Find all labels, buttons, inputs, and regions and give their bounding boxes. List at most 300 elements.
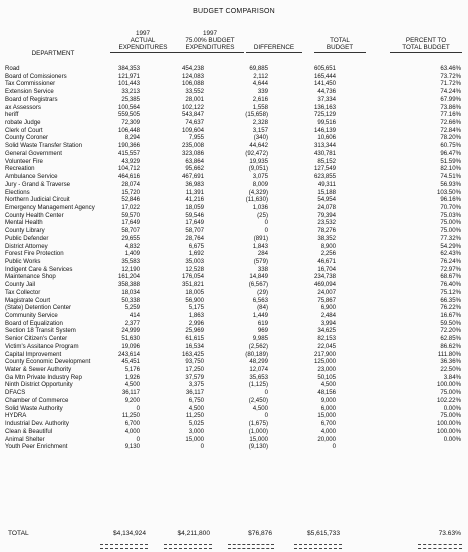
actual-value: 4,832 <box>124 242 140 250</box>
dept-name: Ga Mtn Private Industry Rep <box>5 373 82 381</box>
percent-value: 76.24% <box>440 257 461 265</box>
difference-value: (891) <box>253 234 268 242</box>
difference-value: 6,563 <box>252 296 268 304</box>
difference-value: 2,328 <box>252 119 268 127</box>
actual-value: 414 <box>129 312 140 319</box>
double-underline <box>228 544 274 549</box>
actual-value: 17,649 <box>121 219 140 227</box>
table-row <box>0 150 468 158</box>
difference-value: (2,562) <box>248 342 268 350</box>
table-row <box>0 405 468 413</box>
actual-value: 9,200 <box>124 396 140 404</box>
table-row <box>0 366 468 374</box>
dept-name: Forest Fire Protection <box>5 250 64 258</box>
dept-name: Youth Peer Enrichment <box>5 443 68 451</box>
total-total-budget: $5,615,733 <box>306 530 340 537</box>
budget-value: 3,375 <box>188 381 204 389</box>
actual-value: 36,117 <box>121 389 140 397</box>
total-budget-value: 20,000 <box>317 435 336 443</box>
dept-name: General Government <box>5 149 62 157</box>
budget-value: 36,117 <box>185 389 204 397</box>
dept-name: County Economic Development <box>5 358 91 366</box>
dept-name: Elections <box>5 188 30 196</box>
budget-value: 6,750 <box>188 396 204 404</box>
percent-value: 72.97% <box>440 265 461 273</box>
table-row <box>0 173 468 181</box>
actual-value: 18,034 <box>121 288 140 296</box>
dept-name: Tax Commissioner <box>5 80 56 88</box>
actual-value: 9,130 <box>124 443 140 451</box>
difference-value: (1,000) <box>248 427 268 435</box>
difference-value: 339 <box>257 88 268 96</box>
table-row <box>0 243 468 251</box>
table-row <box>0 65 468 73</box>
percent-value: 66.35% <box>440 296 461 304</box>
table-row <box>0 258 468 266</box>
total-budget-value: 99,516 <box>317 119 336 127</box>
budget-value: 16,534 <box>185 342 204 350</box>
total-budget-value: 725,129 <box>313 111 336 119</box>
budget-value: 58,707 <box>185 227 204 235</box>
difference-value: 1,843 <box>252 242 268 250</box>
actual-value: 72,309 <box>121 119 140 127</box>
difference-value: 8,009 <box>252 180 268 188</box>
total-budget-value: 34,625 <box>317 327 336 335</box>
dept-name: Emergency Management Agency <box>5 203 95 211</box>
dept-name: robate Judge <box>5 119 41 127</box>
difference-value: 0 <box>264 412 268 420</box>
table-row <box>0 158 468 166</box>
table-row <box>0 304 468 312</box>
dept-name: Road <box>5 65 20 72</box>
actual-value: 51,630 <box>121 335 140 343</box>
dept-name: Jury - Grand & Traverse <box>5 180 71 188</box>
actual-value: 1,409 <box>124 250 140 258</box>
percent-value: 62.43% <box>440 250 461 258</box>
total-budget-value: 23,000 <box>317 366 336 374</box>
budget-value: 454,238 <box>181 65 204 72</box>
total-budget-value: 136,163 <box>313 103 336 111</box>
header-department: DEPARTMENT <box>31 50 75 57</box>
table-row <box>0 374 468 382</box>
table-row <box>0 196 468 204</box>
table-row <box>0 134 468 142</box>
dept-name: Public Works <box>5 257 41 265</box>
percent-value: 71.72% <box>440 80 461 88</box>
difference-value: (1,675) <box>248 420 268 428</box>
percent-value: 75.12% <box>440 288 461 296</box>
actual-value: 52,846 <box>121 196 140 204</box>
difference-value: (11,630) <box>245 196 268 204</box>
budget-table <box>0 65 468 451</box>
dept-name: Animal Shelter <box>5 435 45 443</box>
actual-value: 464,616 <box>117 173 140 181</box>
actual-value: 25,385 <box>121 95 140 103</box>
actual-value: 190,366 <box>117 142 140 150</box>
budget-value: 93,750 <box>185 358 204 366</box>
actual-value: 384,353 <box>117 65 140 72</box>
total-budget-value: 6,000 <box>320 404 336 412</box>
total-budget-value: 3,994 <box>320 319 336 327</box>
difference-value: 3,157 <box>252 126 268 134</box>
total-budget-value: 623,855 <box>313 173 336 181</box>
dept-name: Board of Registrars <box>5 95 58 103</box>
dept-name: Chamber of Commerce <box>5 396 69 404</box>
difference-value: (579) <box>253 257 268 265</box>
total-difference: $76,876 <box>248 530 272 537</box>
difference-value: 1,558 <box>252 103 268 111</box>
header-total-budget: TOTAL BUDGET <box>314 37 366 53</box>
percent-value: 3.84% <box>443 373 461 381</box>
total-budget-value: 22,045 <box>317 342 336 350</box>
total-budget-value: 23,532 <box>317 219 336 227</box>
difference-value: (9,051) <box>248 165 268 173</box>
total-budget-value: 430,781 <box>313 149 336 157</box>
difference-value: (84) <box>257 304 268 312</box>
table-row <box>0 219 468 227</box>
percent-value: 75.00% <box>440 412 461 420</box>
document-title: BUDGET COMPARISON <box>193 8 275 15</box>
total-budget-value: 4,000 <box>320 427 336 435</box>
difference-value: 2,616 <box>252 95 268 103</box>
actual-value: 101,443 <box>117 80 140 88</box>
budget-value: 15,000 <box>185 435 204 443</box>
table-row <box>0 142 468 150</box>
percent-value: 75.00% <box>440 219 461 227</box>
total-budget-value: 50,105 <box>317 373 336 381</box>
percent-value: 51.59% <box>440 157 461 165</box>
difference-value: 69,885 <box>249 65 268 72</box>
total-budget-value: 146,139 <box>313 126 336 134</box>
dept-name: Community Service <box>5 312 58 319</box>
table-row <box>0 104 468 112</box>
percent-value: 16.67% <box>440 312 461 319</box>
budget-value: 18,005 <box>185 288 204 296</box>
actual-value: 1,926 <box>124 373 140 381</box>
actual-value: 5,259 <box>124 304 140 312</box>
total-label: TOTAL <box>8 530 29 537</box>
percent-value: 36.36% <box>440 358 461 366</box>
budget-value: 3,000 <box>188 427 204 435</box>
actual-value: 58,707 <box>121 227 140 235</box>
total-budget-value: 49,311 <box>317 180 336 188</box>
percent-value: 82.10% <box>440 165 461 173</box>
dept-name: Industrial Dev. Authority <box>5 420 69 428</box>
dept-name: Volunteer Fire <box>5 157 43 165</box>
difference-value: (80,189) <box>245 350 268 358</box>
percent-value: 75.03% <box>440 211 461 219</box>
percent-value: 100.00% <box>436 427 461 435</box>
actual-value: 104,712 <box>117 165 140 173</box>
difference-value: 0 <box>264 219 268 227</box>
double-underline <box>100 544 148 549</box>
actual-value: 15,720 <box>121 188 140 196</box>
actual-value: 33,213 <box>121 88 140 96</box>
percent-value: 0.00% <box>443 435 461 443</box>
table-row <box>0 327 468 335</box>
budget-value: 63,864 <box>185 157 204 165</box>
percent-value: 22.50% <box>440 366 461 374</box>
percent-value: 86.62% <box>440 342 461 350</box>
dept-name: Ninth District Opportunity <box>5 381 73 389</box>
difference-value: 3,075 <box>252 173 268 181</box>
percent-value: 103.50% <box>436 188 461 196</box>
percent-value: 102.22% <box>436 396 461 404</box>
budget-value: 5,175 <box>188 304 204 312</box>
percent-value: 60.75% <box>440 142 461 150</box>
budget-value: 4,500 <box>188 404 204 412</box>
total-budget-value: 217,900 <box>313 350 336 358</box>
budget-value: 543,847 <box>181 111 204 119</box>
table-row <box>0 266 468 274</box>
budget-value: 351,821 <box>181 281 204 289</box>
dept-name: ax Assessors <box>5 103 41 111</box>
percent-value: 76.40% <box>440 281 461 289</box>
actual-value: 29,655 <box>121 234 140 242</box>
budget-value: 109,604 <box>181 126 204 134</box>
total-row <box>0 530 468 540</box>
percent-value: 77.16% <box>440 111 461 119</box>
dept-name: Senior Citizen's Center <box>5 335 68 343</box>
difference-value: 1,449 <box>252 312 268 319</box>
dept-name: Clean & Beautiful <box>5 427 53 435</box>
total-budget-value: 24,078 <box>317 203 336 211</box>
percent-value: 72.20% <box>440 327 461 335</box>
percent-value: 96.47% <box>440 149 461 157</box>
table-row <box>0 389 468 397</box>
percent-value: 100.00% <box>436 420 461 428</box>
difference-value: 0 <box>264 227 268 235</box>
dept-name: heriff <box>5 111 19 119</box>
percent-value: 63.46% <box>440 65 461 72</box>
dept-name: HYDRA <box>5 412 27 420</box>
table-row <box>0 227 468 235</box>
table-row <box>0 181 468 189</box>
table-row <box>0 381 468 389</box>
actual-value: 11,250 <box>121 412 140 420</box>
total-budget-value: 24,007 <box>317 288 336 296</box>
total-budget-value: 85,152 <box>317 157 336 165</box>
total-budget-value: 6,700 <box>320 420 336 428</box>
table-row <box>0 250 468 258</box>
total-budget-value: 6,900 <box>320 304 336 312</box>
header-percent: PERCENT TO TOTAL BUDGET <box>390 37 462 53</box>
budget-value: 7,955 <box>188 134 204 142</box>
table-row <box>0 212 468 220</box>
total-budget-value: 15,000 <box>317 412 336 420</box>
actual-value: 24,999 <box>121 327 140 335</box>
budget-value: 6,675 <box>188 242 204 250</box>
dept-name: Board of Equalization <box>5 319 63 327</box>
header-difference: DIFFERENCE <box>246 44 302 53</box>
budget-value: 33,552 <box>185 88 204 96</box>
total-actual: $4,134,924 <box>112 530 146 537</box>
budget-value: 12,528 <box>185 265 204 273</box>
budget-value: 124,083 <box>181 72 204 80</box>
table-row <box>0 420 468 428</box>
percent-value: 0.00% <box>443 404 461 412</box>
table-row <box>0 127 468 135</box>
budget-value: 74,637 <box>185 119 204 127</box>
difference-value: (92,472) <box>245 149 268 157</box>
total-budget-value: 469,094 <box>313 281 336 289</box>
total-budget-value: 4,500 <box>320 381 336 389</box>
budget-value: 25,969 <box>185 327 204 335</box>
percent-value: 54.29% <box>440 242 461 250</box>
difference-value: (1,125) <box>248 381 268 389</box>
actual-value: 415,557 <box>117 149 140 157</box>
total-budget-value: 82,153 <box>317 335 336 343</box>
total-percent: 73.63% <box>438 530 461 537</box>
budget-value: 1,692 <box>188 250 204 258</box>
table-row <box>0 297 468 305</box>
percent-value: 75.00% <box>440 389 461 397</box>
actual-value: 59,570 <box>121 211 140 219</box>
total-budget-value: 125,000 <box>313 358 336 366</box>
table-row <box>0 73 468 81</box>
budget-value: 176,054 <box>181 273 204 281</box>
total-budget-value: 54,954 <box>317 196 336 204</box>
budget-value: 59,546 <box>185 211 204 219</box>
percent-value: 70.70% <box>440 203 461 211</box>
actual-value: 43,929 <box>121 157 140 165</box>
header-actual: 1997 ACTUAL EXPENDITURES <box>110 30 176 53</box>
actual-value: 4,000 <box>124 427 140 435</box>
table-row <box>0 397 468 405</box>
percent-value: 96.16% <box>440 196 461 204</box>
budget-value: 28,001 <box>185 95 204 103</box>
difference-value: 14,849 <box>249 273 268 281</box>
total-budget-value: 234,738 <box>313 273 336 281</box>
dept-name: County Jail <box>5 281 36 289</box>
total-budget-value: 141,450 <box>313 80 336 88</box>
difference-value: 15,000 <box>249 435 268 443</box>
budget-value: 1,863 <box>188 312 204 319</box>
dept-name: Indigent Care & Services <box>5 265 73 273</box>
budget-value: 41,216 <box>185 196 204 204</box>
actual-value: 0 <box>136 404 140 412</box>
total-budget75: $4,211,800 <box>177 530 210 537</box>
table-row <box>0 281 468 289</box>
table-row <box>0 119 468 127</box>
total-budget-value: 79,394 <box>317 211 336 219</box>
total-budget-value: 38,352 <box>317 234 336 242</box>
budget-value: 35,003 <box>185 257 204 265</box>
difference-value: 48,299 <box>249 358 268 366</box>
budget-value: 235,008 <box>181 142 204 150</box>
budget-value: 37,579 <box>185 373 204 381</box>
percent-value: 100.00% <box>436 381 461 389</box>
difference-value: (29) <box>257 288 268 296</box>
table-row <box>0 312 468 320</box>
actual-value: 106,448 <box>117 126 140 134</box>
dept-name: Section 18 Transit System <box>5 327 76 335</box>
percent-value: 72.66% <box>440 119 461 127</box>
difference-value: 619 <box>257 319 268 327</box>
budget-value: 18,059 <box>185 203 204 211</box>
budget-value: 11,391 <box>185 188 204 196</box>
table-row <box>0 358 468 366</box>
table-row <box>0 235 468 243</box>
actual-value: 8,294 <box>124 134 140 142</box>
difference-value: 284 <box>257 250 268 258</box>
budget-value: 17,250 <box>185 366 204 374</box>
dept-name: Maintenance Shop <box>5 273 56 281</box>
actual-value: 19,096 <box>121 342 140 350</box>
budget-value: 102,122 <box>181 103 204 111</box>
percent-value: 78.20% <box>440 134 461 142</box>
total-budget-value: 10,606 <box>317 134 336 142</box>
percent-value: 68.67% <box>440 273 461 281</box>
double-underline <box>164 544 212 549</box>
dept-name: Board of Comissioners <box>5 72 67 80</box>
percent-value: 62.85% <box>440 335 461 343</box>
table-row <box>0 111 468 119</box>
table-row <box>0 443 468 451</box>
table-row <box>0 165 468 173</box>
budget-value: 5,025 <box>188 420 204 428</box>
table-row <box>0 343 468 351</box>
actual-value: 243,614 <box>117 350 140 358</box>
dept-name: Clerk of Court <box>5 126 43 134</box>
table-row <box>0 320 468 328</box>
dept-name: County Health Center <box>5 211 64 219</box>
budget-value: 95,662 <box>185 165 204 173</box>
dept-name: Northern Judicial Circuit <box>5 196 70 204</box>
budget-value: 163,425 <box>181 350 204 358</box>
dept-name: Recreation <box>5 165 35 173</box>
percent-value: 73.72% <box>440 72 461 80</box>
double-underline <box>294 544 342 549</box>
actual-value: 4,500 <box>124 381 140 389</box>
difference-value: 12,074 <box>249 366 268 374</box>
actual-value: 12,190 <box>121 265 140 273</box>
actual-value: 45,451 <box>121 358 140 366</box>
budget-value: 2,996 <box>188 319 204 327</box>
dept-name: Capital Improvement <box>5 350 62 358</box>
total-budget-value: 2,484 <box>320 312 336 319</box>
table-row <box>0 88 468 96</box>
difference-value: (15,658) <box>245 111 268 119</box>
budget-value: 11,250 <box>185 412 204 420</box>
actual-value: 358,388 <box>117 281 140 289</box>
table-row <box>0 289 468 297</box>
table-row <box>0 204 468 212</box>
percent-value: 75.00% <box>440 227 461 235</box>
budget-value: 106,088 <box>181 80 204 88</box>
dept-name: Victim's Assitance Program <box>5 342 79 350</box>
difference-value: 969 <box>257 327 268 335</box>
difference-value: 44,642 <box>249 142 268 150</box>
difference-value: 19,935 <box>249 157 268 165</box>
difference-value: 4,644 <box>252 80 268 88</box>
total-budget-value: 75,867 <box>317 296 336 304</box>
actual-value: 121,971 <box>117 72 140 80</box>
total-budget-value: 605,651 <box>313 65 336 72</box>
total-budget-value: 2,256 <box>320 250 336 258</box>
percent-value: 111.80% <box>437 350 461 358</box>
difference-value: 0 <box>264 389 268 397</box>
dept-name: Solid Waste Authority <box>5 404 63 412</box>
table-row <box>0 273 468 281</box>
total-budget-value: 16,704 <box>317 265 336 273</box>
percent-value: 67.99% <box>440 95 461 103</box>
actual-value: 5,176 <box>124 366 140 374</box>
total-budget-value: 46,671 <box>317 257 336 265</box>
dept-name: Ambulance Service <box>5 173 58 181</box>
actual-value: 17,022 <box>121 203 140 211</box>
table-row <box>0 96 468 104</box>
